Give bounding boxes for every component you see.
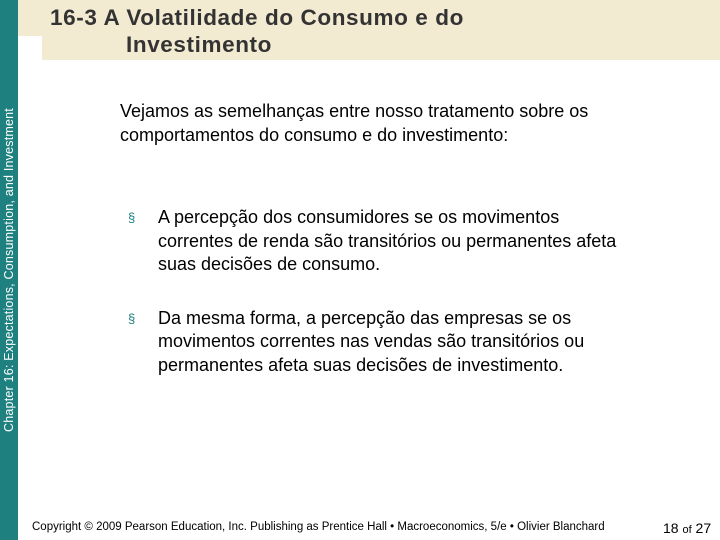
intro-paragraph: Vejamos as semelhanças entre nosso tratamento sobre os comportamentos do consumo e do investimento:	[120, 101, 589, 145]
chapter-label: Chapter 16: Expectations, Consumption, and Investment	[2, 108, 16, 432]
page-indicator	[663, 520, 711, 536]
slide-title	[50, 4, 690, 58]
page-current: 18	[663, 520, 679, 536]
bullet-text: A percepção dos consumidores se os movimentos correntes de renda são transitórios ou permanentes afeta suas decisões de consumo.	[158, 207, 617, 274]
bullet-marker-icon: §	[128, 310, 136, 326]
page-total: 27	[695, 520, 712, 536]
title-line-1: 16-3 A Volatilidade do Consumo e do	[50, 5, 464, 30]
title-notch	[18, 36, 42, 60]
footer-copyright: Copyright © 2009 Pearson Education, Inc. Publishing as Prentice Hall • Macroeconomics, 5/e • Olivier Blanchard	[32, 521, 605, 533]
bullet-list	[128, 206, 628, 377]
title-band-edge	[42, 36, 45, 60]
bullet-text: Da mesma forma, a percepção das empresas se os movimentos correntes nas vendas são transitórios ou permanentes afeta suas decisões de investimento.	[158, 307, 585, 375]
bullet-item	[128, 307, 628, 378]
chapter-sidebar	[0, 0, 18, 540]
page-of: of	[682, 524, 692, 536]
title-line-2: Investimento	[126, 32, 272, 57]
bullet-item	[128, 206, 628, 277]
bullet-marker-icon: §	[128, 210, 136, 225]
